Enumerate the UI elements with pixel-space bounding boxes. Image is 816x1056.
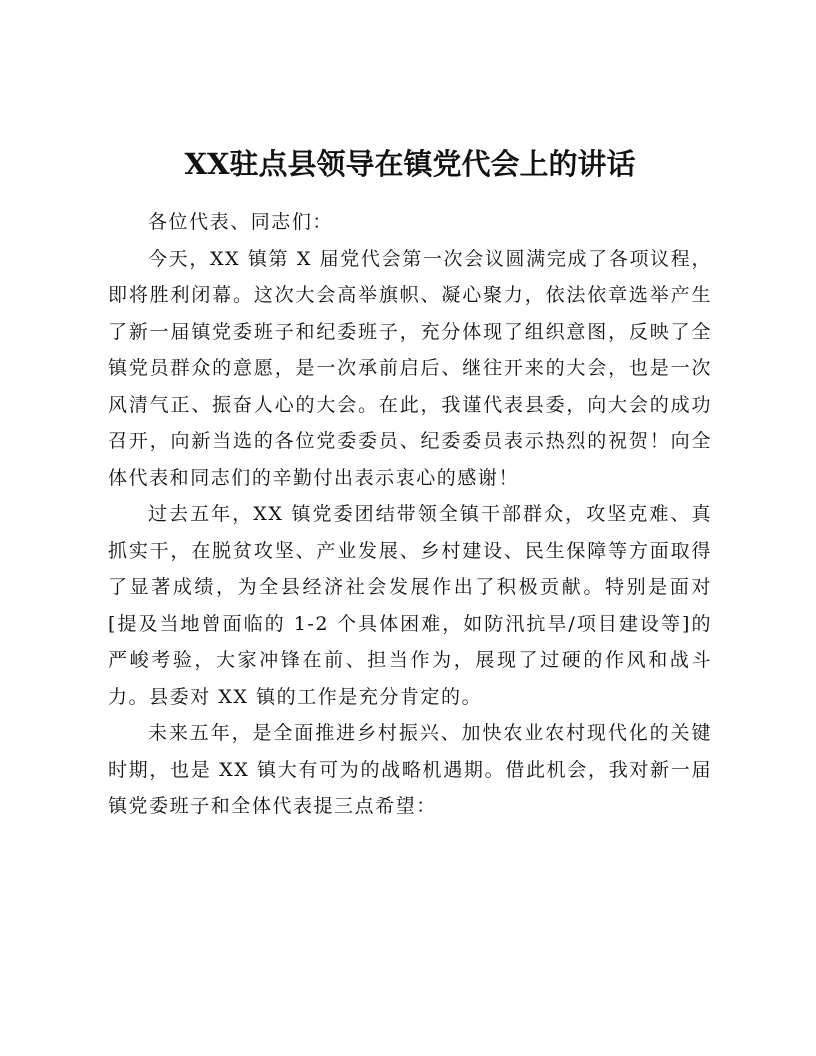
document-body (108, 142, 712, 825)
opening-paragraph: 今天，XX 镇第 X 届党代会第一次会议圆满完成了各项议程，即将胜利闭幕。这次大会高举旗帜、凝心聚力，依法依章选举产生了新一届镇党委班子和纪委班子，充分体现了组织意图，反映了全镇党员群众的意愿，是一次承前启后、继往开来的大会，也是一次风清气正、振奋人心的大会。在此，我谨代表县委，向大会的成功召开，向新当选的各位党委委员、纪委委员表示热烈的祝贺！向全体代表和同志们的辛勤付出表示衷心的感谢！ (108, 247, 712, 489)
future-paragraph: 未来五年，是全面推进乡村振兴、加快农业农村现代化的关键时期，也是 XX 镇大有可为的战略机遇期。借此机会，我对新一届镇党委班子和全体代表提三点希望： (108, 722, 712, 817)
document-title: XX驻点县领导在镇党代会上的讲话 (184, 147, 636, 181)
salutation-paragraph: 各位代表、同志们： (148, 211, 333, 233)
achievements-paragraph: 过去五年，XX 镇党委团结带领全镇干部群众，攻坚克难、真抓实干，在脱贫攻坚、产业发展、乡村建设、民生保障等方面取得了显著成绩，为全县经济社会发展作出了积极贡献。特别是面对[提及当地曾面临的 1-2 个具体困难，如防汛抗旱/项目建设等]的严峻考验，大家冲锋在前、担当作为，展现了过硬的作风和战斗力。县委对 XX 镇的工作是充分肯定的。 (108, 503, 712, 708)
